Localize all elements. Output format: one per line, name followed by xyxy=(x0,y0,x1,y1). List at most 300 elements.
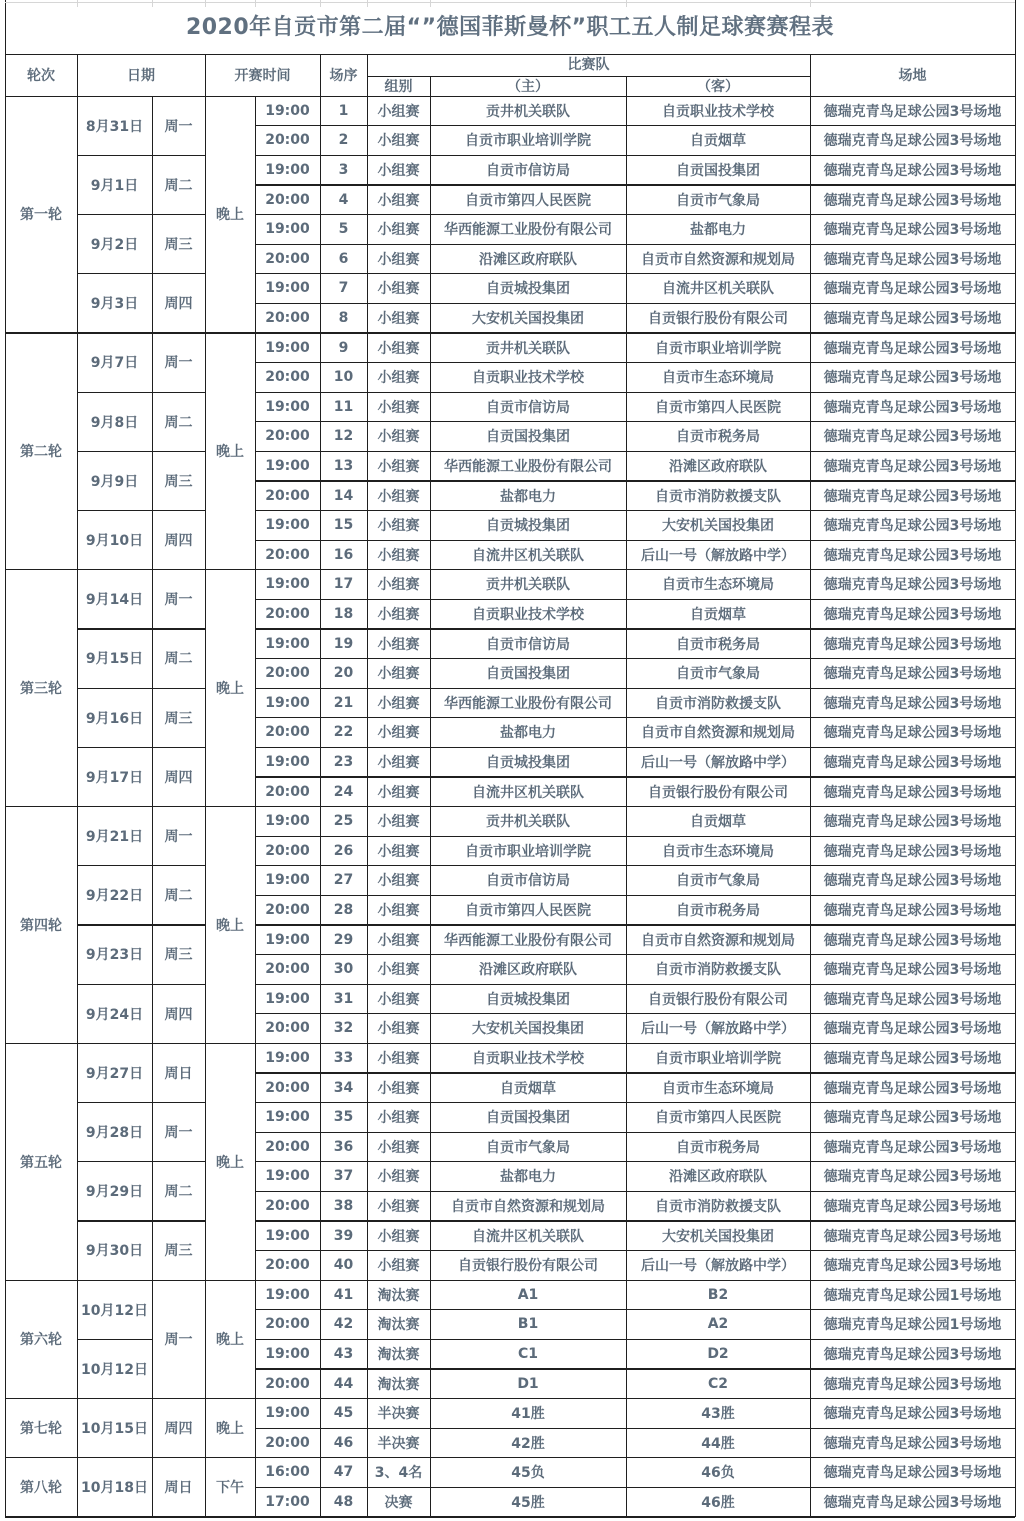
match-time: 19:00 xyxy=(265,1405,310,1422)
away-team: 自贡市自然资源和规划局 xyxy=(641,725,795,742)
home-team: 贡井机关联队 xyxy=(486,340,570,357)
away-team: 自贡市第四人民医院 xyxy=(655,1110,781,1127)
round-label: 第三轮 xyxy=(20,680,62,697)
home-team: 自贡国投集团 xyxy=(486,666,570,683)
home-team: 贡井机关联队 xyxy=(486,577,570,594)
match-group: 小组赛 xyxy=(377,222,420,239)
home-team: 自贡城投集团 xyxy=(486,991,570,1008)
weekday-cell: 周三 xyxy=(164,236,193,253)
venue: 德瑞克青鸟足球公园3号场地 xyxy=(823,547,1002,564)
match-group: 小组赛 xyxy=(377,843,420,860)
match-time: 19:00 xyxy=(265,339,310,356)
venue: 德瑞克青鸟足球公园3号场地 xyxy=(823,399,1002,416)
home-team: 自贡市信访局 xyxy=(486,162,570,179)
sheet-title: 2020年自贡市第二届“”德国菲斯曼杯”职工五人制足球赛赛程表 xyxy=(185,15,835,40)
away-team: 自贡银行股份有限公司 xyxy=(648,991,788,1008)
match-time: 20:00 xyxy=(265,1257,310,1274)
home-team: 盐都电力 xyxy=(500,488,556,505)
venue: 德瑞克青鸟足球公园3号场地 xyxy=(823,1435,1002,1452)
match-group: 小组赛 xyxy=(377,133,420,150)
grid-line xyxy=(152,96,153,1517)
match-number: 13 xyxy=(333,457,354,474)
away-team: D2 xyxy=(707,1345,729,1362)
match-time: 20:00 xyxy=(265,309,310,326)
away-team: 自贡市气象局 xyxy=(676,873,760,890)
home-team: 华西能源工业股份有限公司 xyxy=(444,458,612,475)
match-group: 小组赛 xyxy=(377,103,420,120)
match-number: 12 xyxy=(333,428,354,445)
match-time: 19:00 xyxy=(265,102,310,119)
weekday-cell: 周一 xyxy=(164,828,193,845)
match-time: 19:00 xyxy=(265,457,310,474)
match-number: 28 xyxy=(333,901,354,918)
date-cell: 9月30日 xyxy=(85,1243,144,1260)
weekday-cell: 周三 xyxy=(164,1243,193,1260)
venue: 德瑞克青鸟足球公园3号场地 xyxy=(823,725,1002,742)
match-number: 37 xyxy=(333,1168,354,1185)
date-cell: 9月2日 xyxy=(90,236,139,253)
match-group: 3、4名 xyxy=(374,1465,423,1482)
match-time: 19:00 xyxy=(265,1109,310,1126)
grid-line xyxy=(367,96,368,1517)
home-team: 贡井机关联队 xyxy=(486,103,570,120)
match-group: 小组赛 xyxy=(377,666,420,683)
venue: 德瑞克青鸟足球公园3号场地 xyxy=(823,429,1002,446)
venue: 德瑞克青鸟足球公园3号场地 xyxy=(823,1376,1002,1393)
away-team: 自贡市税务局 xyxy=(676,429,760,446)
venue: 德瑞克青鸟足球公园3号场地 xyxy=(823,518,1002,535)
weekday-cell: 周四 xyxy=(164,769,193,786)
match-number: 3 xyxy=(338,161,349,178)
header-group: 组别 xyxy=(384,79,413,95)
match-number: 27 xyxy=(333,872,354,889)
home-team: 华西能源工业股份有限公司 xyxy=(444,932,612,949)
match-number: 4 xyxy=(338,191,349,208)
header-date: 日期 xyxy=(127,68,155,84)
header-home: （主） xyxy=(507,79,549,95)
match-number: 38 xyxy=(333,1197,354,1214)
grid-line xyxy=(810,54,811,96)
match-group: 半决赛 xyxy=(377,1435,420,1452)
venue: 德瑞克青鸟足球公园3号场地 xyxy=(823,1169,1002,1186)
home-team: 自贡国投集团 xyxy=(486,429,570,446)
weekday-cell: 周二 xyxy=(164,651,193,668)
session-period: 晚上 xyxy=(216,1420,244,1437)
match-group: 淘汰赛 xyxy=(377,1376,420,1393)
match-group: 淘汰赛 xyxy=(377,1317,420,1334)
venue: 德瑞克青鸟足球公园3号场地 xyxy=(823,1346,1002,1363)
round-label: 第八轮 xyxy=(20,1480,62,1497)
match-group: 淘汰赛 xyxy=(377,1287,420,1304)
grid-line xyxy=(255,1516,1015,1517)
venue: 德瑞克青鸟足球公园3号场地 xyxy=(823,666,1002,683)
date-cell: 9月22日 xyxy=(85,888,144,905)
weekday-cell: 周一 xyxy=(164,1124,193,1141)
away-team: 大安机关国投集团 xyxy=(662,518,774,535)
match-number: 1 xyxy=(338,102,349,119)
match-time: 19:00 xyxy=(265,1345,310,1362)
session-period: 晚上 xyxy=(216,207,244,224)
match-time: 20:00 xyxy=(265,1079,310,1096)
venue: 德瑞克青鸟足球公园3号场地 xyxy=(823,340,1002,357)
date-cell: 9月9日 xyxy=(90,473,139,490)
home-team: A1 xyxy=(517,1286,539,1303)
home-team: 华西能源工业股份有限公司 xyxy=(444,222,612,239)
grid-line xyxy=(77,96,78,1517)
match-time: 19:00 xyxy=(265,221,310,238)
date-cell: 9月27日 xyxy=(85,1065,144,1082)
match-group: 小组赛 xyxy=(377,932,420,949)
round-label: 第五轮 xyxy=(20,1154,62,1171)
date-cell: 10月12日 xyxy=(81,1302,148,1319)
away-team: 后山一号（解放路中学） xyxy=(641,1021,795,1038)
venue: 德瑞克青鸟足球公园3号场地 xyxy=(823,488,1002,505)
match-group: 小组赛 xyxy=(377,429,420,446)
grid-line xyxy=(5,54,6,96)
match-number: 41 xyxy=(333,1286,354,1303)
match-group: 小组赛 xyxy=(377,784,420,801)
round-label: 第二轮 xyxy=(20,444,62,461)
grid-line xyxy=(367,54,368,96)
match-group: 小组赛 xyxy=(377,1228,420,1245)
venue: 德瑞克青鸟足球公园3号场地 xyxy=(823,902,1002,919)
match-group: 小组赛 xyxy=(377,606,420,623)
home-team: 自贡烟草 xyxy=(500,1080,556,1097)
match-group: 小组赛 xyxy=(377,636,420,653)
match-group: 小组赛 xyxy=(377,577,420,594)
weekday-cell: 周一 xyxy=(164,355,193,372)
away-team: 46胜 xyxy=(701,1494,735,1511)
match-group: 小组赛 xyxy=(377,1050,420,1067)
grid-line xyxy=(320,54,321,96)
date-cell: 9月3日 xyxy=(90,296,139,313)
match-group: 小组赛 xyxy=(377,370,420,387)
away-team: 自贡市生态环境局 xyxy=(662,577,774,594)
home-team: 45胜 xyxy=(511,1494,545,1511)
grid-line xyxy=(5,54,1015,55)
match-time: 20:00 xyxy=(265,1434,310,1451)
grid-line xyxy=(1015,0,1016,54)
match-number: 8 xyxy=(338,309,349,326)
match-number: 48 xyxy=(333,1493,354,1510)
date-cell: 9月14日 xyxy=(85,592,144,609)
away-team: A2 xyxy=(707,1316,729,1333)
away-team: 沿滩区政府联队 xyxy=(669,1169,767,1186)
date-cell: 9月17日 xyxy=(85,769,144,786)
away-team: 46负 xyxy=(701,1465,735,1482)
match-time: 19:00 xyxy=(265,753,310,770)
home-team: 自贡职业技术学校 xyxy=(472,370,584,387)
match-time: 20:00 xyxy=(265,1020,310,1037)
home-team: 自贡市气象局 xyxy=(486,1139,570,1156)
match-group: 决赛 xyxy=(384,1494,413,1511)
match-number: 45 xyxy=(333,1405,354,1422)
match-time: 20:00 xyxy=(265,1138,310,1155)
match-time: 20:00 xyxy=(265,132,310,149)
match-time: 19:00 xyxy=(265,990,310,1007)
venue: 德瑞克青鸟足球公园3号场地 xyxy=(823,1050,1002,1067)
grid-line xyxy=(5,0,6,54)
date-cell: 9月8日 xyxy=(90,414,139,431)
grid-line xyxy=(367,76,810,77)
match-number: 16 xyxy=(333,546,354,563)
home-team: 沿滩区政府联队 xyxy=(479,251,577,268)
match-time: 20:00 xyxy=(265,1375,310,1392)
match-number: 18 xyxy=(333,605,354,622)
match-group: 小组赛 xyxy=(377,962,420,979)
away-team: 后山一号（解放路中学） xyxy=(641,547,795,564)
home-team: 自贡国投集团 xyxy=(486,1110,570,1127)
round-label: 第四轮 xyxy=(20,917,62,934)
session-period: 下午 xyxy=(216,1480,244,1497)
match-time: 19:00 xyxy=(265,280,310,297)
match-number: 22 xyxy=(333,724,354,741)
home-team: 自流井区机关联队 xyxy=(472,784,584,801)
match-time: 20:00 xyxy=(265,1197,310,1214)
match-time: 19:00 xyxy=(265,398,310,415)
away-team: 自贡市税务局 xyxy=(676,636,760,653)
match-number: 47 xyxy=(333,1464,354,1481)
home-team: B1 xyxy=(517,1316,539,1333)
weekday-cell: 周一 xyxy=(164,118,193,135)
home-team: C1 xyxy=(517,1345,538,1362)
date-cell: 9月21日 xyxy=(85,828,144,845)
venue: 德瑞克青鸟足球公园3号场地 xyxy=(823,1110,1002,1127)
match-group: 小组赛 xyxy=(377,192,420,209)
weekday-cell: 周二 xyxy=(164,1184,193,1201)
grid-line xyxy=(626,76,627,96)
match-number: 2 xyxy=(338,132,349,149)
home-team: 自贡市第四人民医院 xyxy=(465,192,591,209)
weekday-cell: 周日 xyxy=(164,1065,193,1082)
grid-line xyxy=(205,96,206,1517)
match-time: 20:00 xyxy=(265,901,310,918)
grid-line xyxy=(430,96,431,1517)
grid-line xyxy=(626,96,627,1517)
session-period: 晚上 xyxy=(216,444,244,461)
venue: 德瑞克青鸟足球公园3号场地 xyxy=(823,577,1002,594)
weekday-cell: 周四 xyxy=(164,1006,193,1023)
session-period: 晚上 xyxy=(216,1154,244,1171)
date-cell: 10月18日 xyxy=(81,1480,148,1497)
home-team: 华西能源工业股份有限公司 xyxy=(444,695,612,712)
header-match-no: 场序 xyxy=(329,68,358,84)
grid-line xyxy=(5,1516,255,1517)
away-team: 自贡市职业培训学院 xyxy=(655,340,781,357)
venue: 德瑞克青鸟足球公园3号场地 xyxy=(823,814,1002,831)
match-time: 19:00 xyxy=(265,694,310,711)
away-team: 盐都电力 xyxy=(690,222,746,239)
match-number: 43 xyxy=(333,1345,354,1362)
away-team: 大安机关国投集团 xyxy=(662,1228,774,1245)
match-number: 10 xyxy=(333,369,354,386)
venue: 德瑞克青鸟足球公园3号场地 xyxy=(823,962,1002,979)
date-cell: 9月23日 xyxy=(85,947,144,964)
date-cell: 9月15日 xyxy=(85,651,144,668)
grid-line xyxy=(77,54,78,96)
match-time: 20:00 xyxy=(265,428,310,445)
away-team: 自贡银行股份有限公司 xyxy=(648,784,788,801)
away-team: 自贡市消防救援支队 xyxy=(655,488,781,505)
match-group: 小组赛 xyxy=(377,1021,420,1038)
match-time: 20:00 xyxy=(265,250,310,267)
venue: 德瑞克青鸟足球公园3号场地 xyxy=(823,1198,1002,1215)
home-team: 41胜 xyxy=(511,1406,545,1423)
venue: 德瑞克青鸟足球公园3号场地 xyxy=(823,606,1002,623)
date-cell: 9月24日 xyxy=(85,1006,144,1023)
weekday-cell: 周四 xyxy=(164,296,193,313)
date-cell: 9月29日 xyxy=(85,1184,144,1201)
match-time: 20:00 xyxy=(265,605,310,622)
venue: 德瑞克青鸟足球公园3号场地 xyxy=(823,1465,1002,1482)
home-team: 自贡市信访局 xyxy=(486,636,570,653)
date-cell: 10月12日 xyxy=(81,1361,148,1378)
match-time: 19:00 xyxy=(265,813,310,830)
match-number: 19 xyxy=(333,635,354,652)
header-time: 开赛时间 xyxy=(234,68,291,84)
venue: 德瑞克青鸟足球公园3号场地 xyxy=(823,873,1002,890)
away-team: 自贡市生态环境局 xyxy=(662,370,774,387)
home-team: 自贡城投集团 xyxy=(486,518,570,535)
home-team: 大安机关国投集团 xyxy=(472,310,584,327)
venue: 德瑞克青鸟足球公园3号场地 xyxy=(823,162,1002,179)
match-time: 19:00 xyxy=(265,872,310,889)
home-team: 自贡职业技术学校 xyxy=(472,1050,584,1067)
header-round: 轮次 xyxy=(27,68,55,84)
away-team: 自贡国投集团 xyxy=(676,162,760,179)
weekday-cell: 周四 xyxy=(164,532,193,549)
match-time: 20:00 xyxy=(265,369,310,386)
match-number: 34 xyxy=(333,1079,354,1096)
grid-line xyxy=(5,2,1015,3)
venue: 德瑞克青鸟足球公园3号场地 xyxy=(823,192,1002,209)
home-team: 自贡市第四人民医院 xyxy=(465,902,591,919)
away-team: 后山一号（解放路中学） xyxy=(641,1258,795,1275)
home-team: 自贡市职业培训学院 xyxy=(465,133,591,150)
match-group: 小组赛 xyxy=(377,873,420,890)
match-time: 19:00 xyxy=(265,161,310,178)
venue: 德瑞克青鸟足球公园3号场地 xyxy=(823,133,1002,150)
date-cell: 9月28日 xyxy=(85,1124,144,1141)
venue: 德瑞克青鸟足球公园1号场地 xyxy=(823,1317,1002,1334)
venue: 德瑞克青鸟足球公园3号场地 xyxy=(823,784,1002,801)
home-team: 自流井区机关联队 xyxy=(472,547,584,564)
venue: 德瑞克青鸟足球公园3号场地 xyxy=(823,281,1002,298)
grid-line xyxy=(1015,54,1016,96)
match-group: 小组赛 xyxy=(377,1139,420,1156)
venue: 德瑞克青鸟足球公园3号场地 xyxy=(823,1406,1002,1423)
match-time: 19:00 xyxy=(265,576,310,593)
match-number: 7 xyxy=(338,280,349,297)
venue: 德瑞克青鸟足球公园3号场地 xyxy=(823,1139,1002,1156)
away-team: 自贡职业技术学校 xyxy=(662,103,774,120)
session-period: 晚上 xyxy=(216,1332,244,1349)
match-time: 20:00 xyxy=(265,842,310,859)
match-number: 33 xyxy=(333,1049,354,1066)
match-group: 小组赛 xyxy=(377,281,420,298)
match-time: 19:00 xyxy=(265,931,310,948)
match-number: 30 xyxy=(333,961,354,978)
match-group: 小组赛 xyxy=(377,340,420,357)
weekday-cell: 周二 xyxy=(164,888,193,905)
match-time: 19:00 xyxy=(265,517,310,534)
match-number: 35 xyxy=(333,1109,354,1126)
match-group: 小组赛 xyxy=(377,518,420,535)
match-number: 23 xyxy=(333,753,354,770)
away-team: 自贡市生态环境局 xyxy=(662,843,774,860)
match-time: 20:00 xyxy=(265,191,310,208)
venue: 德瑞克青鸟足球公园3号场地 xyxy=(823,1494,1002,1511)
away-team: 自贡市生态环境局 xyxy=(662,1080,774,1097)
venue: 德瑞克青鸟足球公园3号场地 xyxy=(823,310,1002,327)
home-team: 自贡市信访局 xyxy=(486,399,570,416)
home-team: 自贡城投集团 xyxy=(486,281,570,298)
match-time: 19:00 xyxy=(265,1049,310,1066)
away-team: 后山一号（解放路中学） xyxy=(641,754,795,771)
match-number: 21 xyxy=(333,694,354,711)
header-venue: 场地 xyxy=(898,68,927,84)
match-number: 17 xyxy=(333,576,354,593)
match-number: 15 xyxy=(333,517,354,534)
home-team: 自贡银行股份有限公司 xyxy=(458,1258,598,1275)
away-team: 自贡市气象局 xyxy=(676,666,760,683)
away-team: 自贡烟草 xyxy=(690,814,746,831)
match-time: 19:00 xyxy=(265,1227,310,1244)
date-cell: 10月15日 xyxy=(81,1420,148,1437)
venue: 德瑞克青鸟足球公园3号场地 xyxy=(823,103,1002,120)
away-team: 自贡市第四人民医院 xyxy=(655,399,781,416)
date-cell: 9月16日 xyxy=(85,710,144,727)
match-time: 20:00 xyxy=(265,665,310,682)
match-number: 31 xyxy=(333,990,354,1007)
match-group: 小组赛 xyxy=(377,399,420,416)
venue: 德瑞克青鸟足球公园1号场地 xyxy=(823,1287,1002,1304)
grid-line xyxy=(810,96,811,1517)
match-time: 20:00 xyxy=(265,783,310,800)
match-number: 44 xyxy=(333,1375,354,1392)
match-number: 25 xyxy=(333,813,354,830)
match-number: 20 xyxy=(333,665,354,682)
match-group: 小组赛 xyxy=(377,902,420,919)
home-team: 45负 xyxy=(511,1465,545,1482)
venue: 德瑞克青鸟足球公园3号场地 xyxy=(823,695,1002,712)
grid-line xyxy=(320,96,321,1517)
away-team: 自贡市税务局 xyxy=(676,902,760,919)
away-team: B2 xyxy=(707,1286,729,1303)
home-team: 大安机关国投集团 xyxy=(472,1021,584,1038)
venue: 德瑞克青鸟足球公园3号场地 xyxy=(823,754,1002,771)
away-team: 自贡市自然资源和规划局 xyxy=(641,932,795,949)
home-team: 盐都电力 xyxy=(500,1169,556,1186)
match-group: 小组赛 xyxy=(377,251,420,268)
match-group: 小组赛 xyxy=(377,754,420,771)
session-period: 晚上 xyxy=(216,680,244,697)
date-cell: 8月31日 xyxy=(85,118,144,135)
venue: 德瑞克青鸟足球公园3号场地 xyxy=(823,991,1002,1008)
home-team: 盐都电力 xyxy=(500,725,556,742)
away-team: 自贡市消防救援支队 xyxy=(655,1198,781,1215)
header-teams: 比赛队 xyxy=(567,57,610,73)
match-group: 小组赛 xyxy=(377,725,420,742)
match-time: 20:00 xyxy=(265,961,310,978)
match-group: 小组赛 xyxy=(377,1198,420,1215)
away-team: 44胜 xyxy=(701,1435,735,1452)
away-team: 43胜 xyxy=(701,1406,735,1423)
match-group: 淘汰赛 xyxy=(377,1346,420,1363)
grid-line xyxy=(430,76,431,96)
match-time: 20:00 xyxy=(265,724,310,741)
match-group: 小组赛 xyxy=(377,1110,420,1127)
